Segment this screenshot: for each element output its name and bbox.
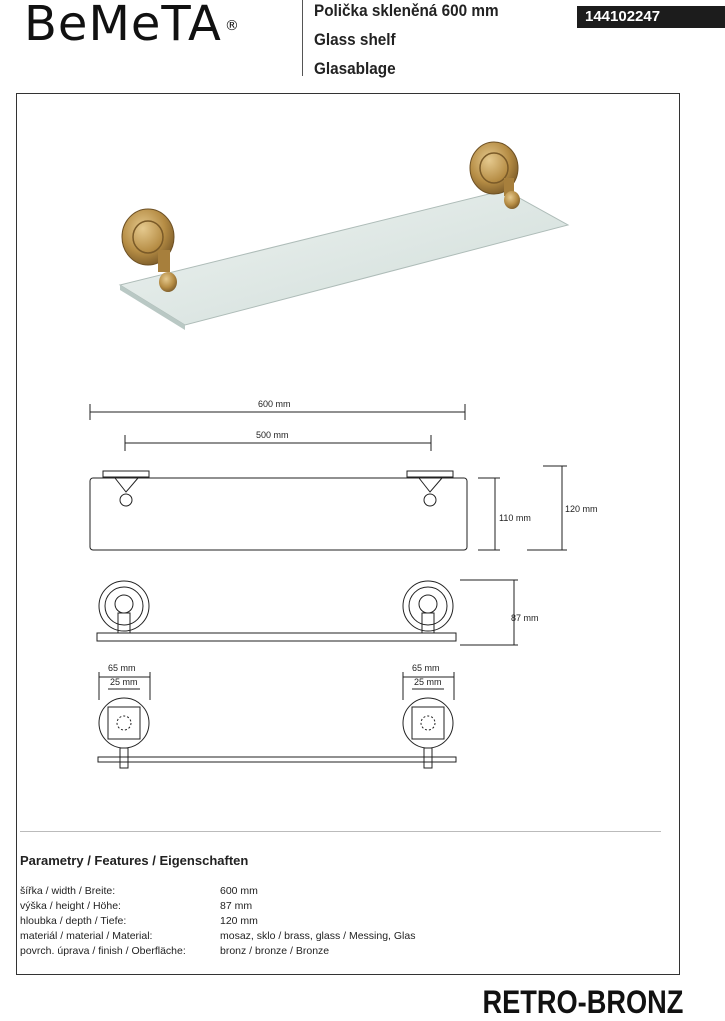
product-photo	[120, 142, 568, 330]
dim-width-total: 600 mm	[258, 399, 291, 409]
section-divider	[20, 831, 661, 832]
top-view-drawing	[98, 672, 456, 768]
dim-height-b: 120 mm	[565, 504, 598, 514]
dim-hole-left: 25 mm	[110, 677, 138, 687]
series-name: RETRO-BRONZ	[482, 984, 683, 1020]
brand-name: BeMeTA	[24, 0, 222, 52]
param-value-width: 600 mm	[220, 885, 258, 897]
param-label-depth: hloubka / depth / Tiefe:	[20, 915, 127, 927]
dim-rosette-left: 65 mm	[108, 663, 136, 673]
param-value-height: 87 mm	[220, 900, 253, 912]
param-value-material: mosaz, sklo / brass, glass / Messing, Glas	[220, 930, 416, 942]
dim-rosette-right: 65 mm	[412, 663, 440, 673]
dim-width-mount: 500 mm	[256, 430, 289, 440]
product-title-cz: Polička skleněná 600 mm	[314, 1, 499, 20]
param-value-finish: bronz / bronze / Bronze	[220, 945, 330, 957]
product-code-badge: 144102247	[577, 6, 725, 28]
params-heading: Parametry / Features / Eigenschaften	[20, 853, 249, 868]
dim-hole-right: 25 mm	[414, 677, 442, 687]
dim-height-a: 110 mm	[499, 513, 531, 523]
side-view-drawing	[97, 580, 518, 645]
param-label-width: šířka / width / Breite:	[20, 885, 116, 897]
front-view-drawing	[90, 404, 567, 550]
registered-mark: ®	[224, 18, 240, 34]
param-value-depth: 120 mm	[220, 915, 258, 927]
param-label-material: materiál / material / Material:	[20, 930, 153, 942]
param-label-height: výška / height / Höhe:	[20, 900, 121, 912]
dim-depth: 87 mm	[511, 613, 539, 623]
product-title-en: Glass shelf	[314, 30, 396, 49]
product-title-de: Glasablage	[314, 59, 396, 78]
param-label-finish: povrch. úprava / finish / Oberfläche:	[20, 945, 186, 957]
